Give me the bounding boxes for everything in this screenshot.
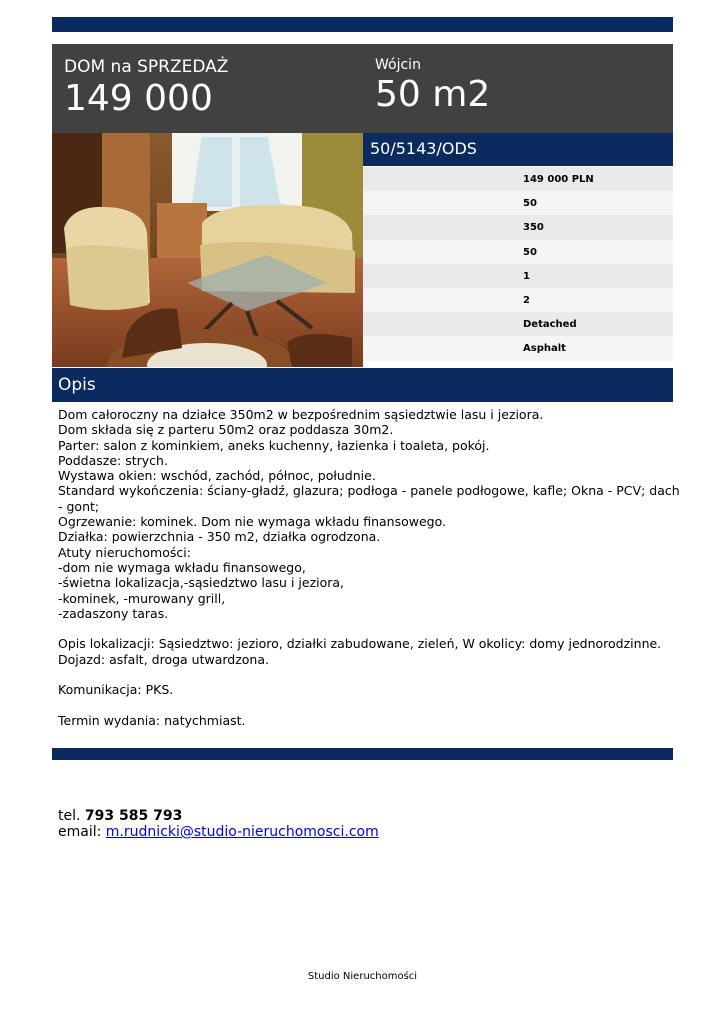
email-label: email: (58, 824, 102, 840)
phone-number: 793 585 793 (84, 808, 183, 824)
spec-value: 149 000 PLN (523, 174, 594, 185)
spec-table (363, 167, 673, 361)
property-type: DOM na SPRZEDAŻ (64, 57, 229, 77)
header-left (64, 56, 228, 120)
spec-row (363, 264, 673, 288)
description-line: -dom nie wymaga wkładu finansowego, (58, 559, 306, 575)
description-line: Standard wykończenia: ściany-gładź, glazura; podłoga - panele podłogowe, kafle; Okna - PCV; dach (58, 483, 680, 499)
description-line: Dom całoroczny na działce 350m2 w bezpośrednim sąsiedztwie lasu i jeziora. (58, 407, 544, 422)
living-room-image (52, 133, 363, 367)
spec-row (363, 191, 673, 215)
description-text (58, 407, 680, 728)
spec-row (363, 215, 673, 239)
spec-value: 350 (523, 222, 544, 234)
description-line: Termin wydania: natychmiast. (58, 712, 246, 728)
description-line: -zadaszony taras. (58, 605, 169, 621)
description-line: Dojazd: asfalt, droga utwardzona. (58, 651, 269, 667)
spec-value: 50 (523, 246, 537, 258)
property-photo (52, 133, 363, 367)
bottom-decor-bar (52, 748, 673, 760)
phone-label: tel. (58, 808, 81, 824)
listing-header (52, 44, 673, 133)
description-line: Działka: powierzchnia - 350 m2, działka ogrodzona. (58, 529, 381, 545)
description-line: Wystawa okien: wschód, zachód, północ, południe. (58, 468, 376, 484)
header-right (375, 56, 490, 116)
spec-value: Asphalt (523, 343, 566, 355)
spec-row (363, 336, 673, 360)
description-line: Ogrzewanie: kominek. Dom nie wymaga wkładu finansowego. (58, 514, 447, 530)
description-line: Opis lokalizacji: Sąsiedztwo: jezioro, działki zabudowane, zieleń, W okolicy: domy jednorodzinne. (58, 636, 662, 652)
spec-value: Detached (523, 319, 577, 331)
phone-line (58, 808, 379, 824)
top-decor-bar (52, 17, 673, 32)
description-line (58, 667, 670, 682)
contact-block (58, 808, 379, 840)
spec-value: 2 (523, 294, 530, 306)
spec-value: 1 (523, 270, 530, 282)
property-city: Wójcin (375, 57, 421, 73)
description-line: -świetna lokalizacja,-sąsiedztwo lasu i jeziora, (58, 575, 345, 591)
email-line (58, 824, 379, 840)
description-line: Komunikacja: PKS. (58, 682, 174, 698)
spec-row (363, 240, 673, 264)
footer-company: Studio Nieruchomości (307, 971, 418, 982)
description-line (58, 621, 670, 636)
property-price: 149 000 (64, 78, 213, 119)
property-area: 50 m2 (375, 74, 491, 115)
description-line: Parter: salon z kominkiem, aneks kuchenny, łazienka i toaleta, pokój. (58, 437, 490, 453)
description-line: Poddasze: strych. (58, 452, 168, 468)
description-heading-bar (52, 368, 673, 402)
spec-row (363, 167, 673, 191)
spec-row (363, 312, 673, 336)
email-link[interactable]: m.rudnicki@studio-nieruchomosci.com (105, 824, 379, 840)
description-line: -kominek, -murowany grill, (58, 590, 226, 606)
description-line (58, 698, 670, 713)
spec-row (363, 288, 673, 312)
description-line: Dom składa się z parteru 50m2 oraz poddasza 30m2. (58, 422, 394, 438)
description-line: Atuty nieruchomości: (58, 544, 191, 560)
spec-value: 50 (523, 198, 537, 210)
description-heading: Opis (58, 375, 96, 395)
description-line: - gont; (58, 498, 100, 514)
reference-number: 50/5143/ODS (370, 139, 477, 158)
reference-bar (363, 133, 673, 166)
